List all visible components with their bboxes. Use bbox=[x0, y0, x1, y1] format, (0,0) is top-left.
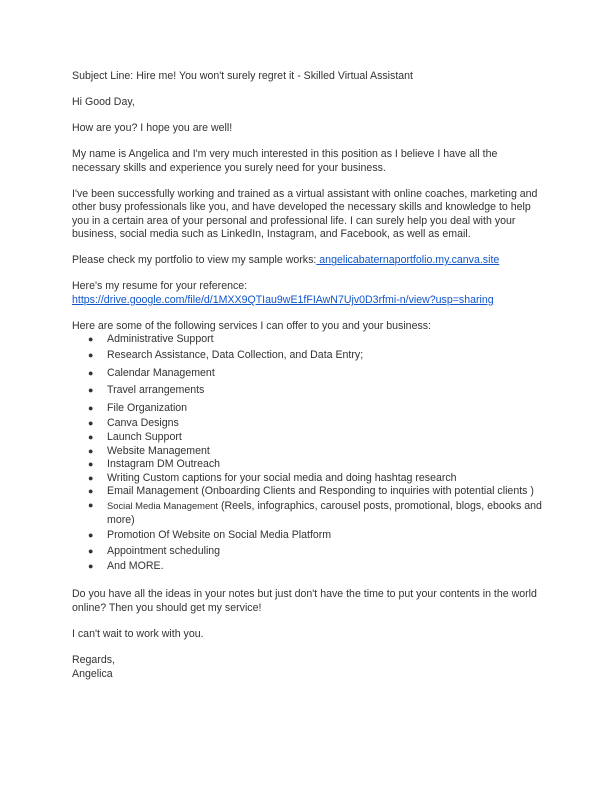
document-page bbox=[72, 70, 542, 681]
portfolio-prefix: Please check my portfolio to view my sample works: bbox=[72, 254, 317, 267]
bullet-icon: ● bbox=[88, 432, 94, 443]
opening-line: How are you? I hope you are well! bbox=[72, 121, 233, 134]
intro-paragraph: My name is Angelica and I'm very much interested in this position as I believe I have all the necessary skills and experience you surely need for your business. bbox=[72, 147, 501, 174]
subject-line: Subject Line: Hire me! You won't surely regret it - Skilled Virtual Assistant bbox=[72, 70, 413, 82]
signoff: Regards, bbox=[72, 653, 115, 666]
list-item: ● Appointment scheduling bbox=[88, 544, 221, 557]
closing-line: I can't wait to work with you. bbox=[72, 627, 204, 640]
list-item: ● File Organization bbox=[72, 400, 542, 418]
list-item: ● Research Assistance, Data Collection, and Data Entry; bbox=[72, 347, 542, 365]
list-item: ● Canva Designs bbox=[88, 417, 179, 430]
bullet-icon: ● bbox=[88, 530, 94, 541]
bullet-icon: ● bbox=[88, 459, 94, 470]
bullet-icon: ● bbox=[88, 334, 94, 345]
bullet-icon: ● bbox=[88, 350, 94, 361]
resume-prefix: Here's my resume for your reference: bbox=[72, 280, 248, 293]
bullet-icon: ● bbox=[88, 367, 94, 378]
signature: Angelica bbox=[72, 667, 113, 680]
experience-paragraph: I've been successfully working and trained as a virtual assistant with online coaches, marketing and other busy professionals like you, and have developed the necessary skills and knowledge to help you in a certain area of your personal and professional life. I can surely help you deal with your business, social media such as LinkedIn, Instagram, and Facebook, as well as email. bbox=[72, 187, 541, 241]
list-item bbox=[72, 499, 542, 527]
list-item: ● Writing Custom captions for your social media and doing hashtag research bbox=[88, 471, 457, 484]
list-item: ● Calendar Management bbox=[72, 365, 542, 383]
greeting: Hi Good Day, bbox=[72, 95, 135, 108]
list-item: ● Administrative Support bbox=[88, 333, 214, 346]
services-intro: Here are some of the following services I can offer to you and your business: bbox=[72, 319, 432, 332]
bullet-icon: ● bbox=[88, 499, 94, 510]
bullet-icon: ● bbox=[88, 561, 94, 572]
smm-detail: (Reels, infographics, carousel posts, promotional, blogs, ebooks and more) bbox=[107, 499, 542, 526]
bullet-icon: ● bbox=[88, 402, 94, 413]
closing-pitch: Do you have all the ideas in your notes but just don't have the time to put your contents in the world online? Then you should get my service! bbox=[72, 588, 540, 614]
portfolio-line bbox=[72, 254, 542, 268]
list-item: ● Promotion Of Website on Social Media Platform bbox=[72, 527, 542, 545]
smm-title: Social Media Management bbox=[107, 499, 218, 511]
services-list bbox=[72, 333, 542, 576]
portfolio-link[interactable]: angelicabaternaportfolio.my.canva.site bbox=[316, 254, 500, 267]
bullet-icon: ● bbox=[88, 545, 94, 556]
list-item: ● And MORE. bbox=[72, 558, 542, 576]
list-item: ● Email Management (Onboarding Clients and Responding to inquiries with potential clients ) bbox=[88, 485, 534, 498]
bullet-icon: ● bbox=[88, 486, 94, 497]
list-item: ● Travel arrangements bbox=[72, 382, 542, 400]
bullet-icon: ● bbox=[88, 418, 94, 429]
bullet-icon: ● bbox=[88, 445, 94, 456]
bullet-icon: ● bbox=[88, 472, 94, 483]
list-item: ● Website Management bbox=[88, 444, 210, 457]
bullet-icon: ● bbox=[88, 385, 94, 396]
list-item: ● Launch Support bbox=[88, 431, 182, 444]
list-item: ● Instagram DM Outreach bbox=[88, 458, 221, 471]
resume-link[interactable]: https://drive.google.com/file/d/1MXX9QTIau9wE1fFIAwN7Ujv0D3rfmi-n/view?usp=sharing bbox=[72, 293, 494, 306]
